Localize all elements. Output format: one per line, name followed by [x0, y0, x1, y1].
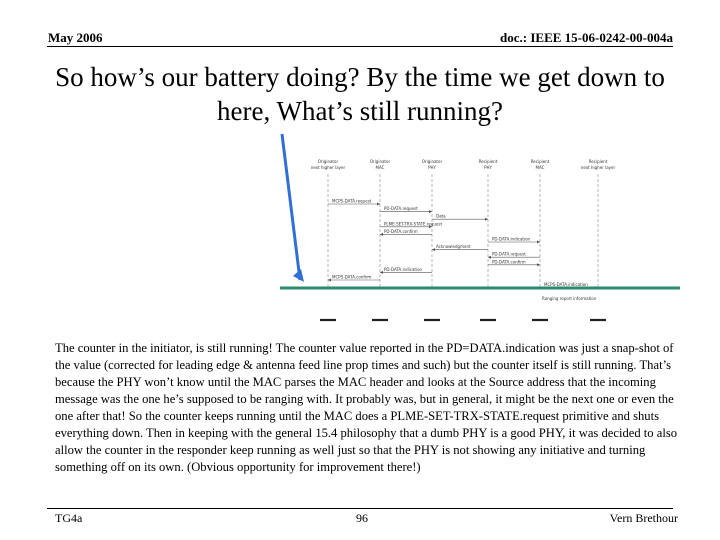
pointer-arrow [270, 130, 315, 290]
slide-title: So how’s our battery doing? By the time we get down to here, What’s still running? [55, 62, 665, 126]
message-label: MCPS-DATA.confirm [332, 274, 372, 280]
message-label: MCPS-DATA.request [332, 198, 372, 204]
message-label: PD-DATA.request [384, 206, 418, 212]
column-subtitle: MAC [375, 165, 385, 170]
column-subtitle: next higher layer [310, 165, 346, 170]
header-rule [47, 46, 673, 47]
column-title: Recipient [588, 159, 608, 164]
message-arrowhead [380, 271, 383, 274]
column-title: Originator [369, 159, 391, 164]
message-arrowhead [537, 241, 540, 244]
diagram-note: Ranging report information [542, 296, 597, 301]
column-subtitle: MAC [535, 165, 545, 170]
message-label: PD-DATA.confirm [384, 228, 418, 234]
message-arrowhead [485, 218, 488, 221]
slide-body: The counter in the initiator, is still running! The counter value reported in the PD=DATA.indication was just a snap-shot of the value (corrected for leading edge & antenna feed line prop times and such) but the counter itself is still running. That’s because the PHY won’t know until the MAC parses the MAC header and looks at the Source address that the incoming message was the one he’s supposed to be ranging with. It probably was, but in general, it might be the next one or even the one after that! So the counter keeps running until the MAC does a PLME-SET-TRX-STATE.request primitive and shuts everything down. Then in keeping with the general 15.4 philosophy that a dumb PHY is a good PHY, it was decided to also allow the counter in the responder keep running as well just so that the PHY is not showing any initiative and turning something off on its own. (Obvious opportunity for improvement there!) [55, 341, 678, 474]
message-arrowhead [328, 279, 331, 282]
message-arrowhead [432, 248, 435, 251]
column-subtitle: PHY [484, 165, 492, 170]
column-title: Recipient [530, 159, 550, 164]
header-date: May 2006 [48, 30, 103, 45]
message-label: Acknowledgment [436, 244, 471, 250]
sequence-diagram [280, 150, 680, 325]
message-label: PD-DATA.confirm [492, 259, 526, 265]
message-label: PD-DATA.request [492, 251, 526, 257]
message-label: MCPS-DATA.indication [544, 282, 588, 288]
message-arrowhead [377, 203, 380, 206]
message-label: PLME-SET-TRX-STATE.request [384, 221, 443, 227]
message-arrowhead [537, 263, 540, 266]
footer-group: TG4a [55, 511, 83, 525]
message-arrowhead [488, 256, 491, 259]
column-title: Recipient [478, 159, 498, 164]
message-label: PD-DATA.indication [384, 266, 423, 272]
message-arrowhead [380, 233, 383, 236]
column-title: Originator [317, 159, 339, 164]
column-subtitle: next higher layer [580, 165, 616, 170]
message-label: Data [436, 213, 446, 219]
column-title: Originator [421, 159, 443, 164]
footer-author: Vern Brethour [609, 511, 678, 525]
header-doc-id: doc.: IEEE 15-06-0242-00-004a [500, 30, 673, 45]
footer-rule [47, 508, 673, 509]
page-number: 96 [356, 511, 368, 525]
message-arrowhead [429, 210, 432, 213]
message-label: PD-DATA.indication [492, 236, 531, 242]
column-subtitle: PHY [428, 165, 436, 170]
